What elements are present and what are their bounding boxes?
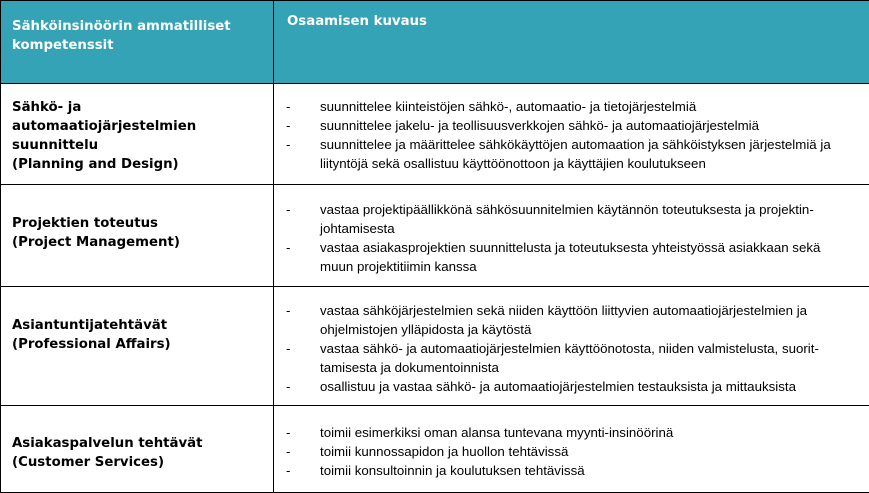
dash-bullet-icon: - — [286, 99, 291, 114]
competence-area-english: (Project Management) — [12, 234, 180, 250]
competence-area-cell — [1, 185, 274, 287]
dash-bullet-icon: - — [286, 378, 291, 394]
description-list — [274, 301, 869, 396]
dash-bullet-icon: - — [286, 424, 291, 440]
list-item-text: toimii kunnossapidon ja huollon tehtävissä — [320, 443, 569, 459]
list-item — [274, 200, 849, 238]
dash-bullet-icon: - — [286, 201, 291, 217]
list-item — [274, 423, 849, 442]
list-item — [274, 461, 849, 480]
dash-bullet-icon: - — [286, 118, 291, 133]
list-item — [274, 97, 849, 116]
list-item-text: vastaa asiakasprojektien suunnittelusta ja toteutuksesta yhteistyössä asiakkaan sekä muun projektitiimin kanssa — [320, 239, 821, 274]
list-item — [274, 377, 849, 396]
list-item-text: vastaa sähköjärjestelmien sekä niiden käyttöön liittyvien automaatiojärjestelmien ja ohjelmistojen ylläpidosta ja käytöstä — [320, 302, 808, 337]
dash-bullet-icon: - — [286, 443, 291, 459]
description-cell — [274, 84, 869, 185]
list-item-text: toimii esimerkiksi oman alansa tuntevana myynti-insinöörinä — [320, 424, 674, 440]
list-item — [274, 442, 849, 461]
table-row — [1, 406, 869, 493]
header-competences-label: Sähköinsinöörin ammatilliset kompetenssit — [12, 19, 231, 53]
list-item-text: osallistuu ja vastaa sähkö- ja automaatiojärjestelmien testauksista ja mittauksista — [320, 378, 796, 394]
list-item — [274, 238, 849, 276]
dash-bullet-icon: - — [286, 462, 291, 478]
competence-area-title: Sähkö- ja automaatiojärjestelmien suunnittelu — [12, 100, 197, 153]
competence-area-cell — [1, 406, 274, 493]
description-list — [274, 200, 869, 276]
competence-area-english: (Customer Services) — [12, 455, 165, 470]
list-item-text: toimii konsultoinnin ja koulutuksen tehtävissä — [320, 462, 585, 478]
competence-area-english: (Professional Affairs) — [12, 337, 171, 352]
list-item — [274, 301, 849, 339]
header-description — [274, 1, 869, 84]
description-cell — [274, 185, 869, 287]
list-item — [274, 339, 849, 377]
header-description-label: Osaamisen kuvaus — [287, 14, 427, 29]
dash-bullet-icon: - — [286, 137, 291, 152]
list-item — [274, 116, 849, 135]
list-item-text: vastaa sähkö- ja automaatiojärjestelmien käyttöönotosta, niiden valmistelusta, suorit-tamisesta ja dokumentoinnista — [320, 340, 819, 375]
table-row — [1, 185, 869, 287]
list-item-text: vastaa projektipäällikkönä sähkösuunnitelmien käytännön toteutuksesta ja projektin-johtamisesta — [320, 201, 814, 236]
list-item-text: suunnittelee jakelu- ja teollisuusverkkojen sähkö- ja automaatiojärjestelmiä — [320, 118, 760, 133]
table-header-row — [1, 1, 869, 84]
header-competences — [1, 1, 274, 84]
competence-area-cell — [1, 287, 274, 406]
competence-area-title: Asiantuntijatehtävät — [12, 318, 168, 333]
description-cell — [274, 287, 869, 406]
description-list — [274, 423, 869, 480]
list-item-text: suunnittelee ja määrittelee sähkökäyttöjen automaation ja sähköistyksen järjestelmiä ja liityntöjä sekä osallistuu käyttöönottoon ja käyttäjien koulutukseen — [320, 137, 831, 171]
dash-bullet-icon: - — [286, 340, 291, 356]
competence-area-title: Projektien toteutus — [12, 215, 158, 231]
dash-bullet-icon: - — [286, 239, 291, 255]
table-row — [1, 287, 869, 406]
dash-bullet-icon: - — [286, 302, 291, 318]
list-item — [274, 135, 849, 173]
description-list — [274, 97, 869, 173]
table-row — [1, 84, 869, 185]
competence-area-english: (Planning and Design) — [12, 157, 179, 172]
description-cell — [274, 406, 869, 493]
competence-area-title: Asiakaspalvelun tehtävät — [12, 436, 203, 451]
competence-area-cell — [1, 84, 274, 185]
list-item-text: suunnittelee kiinteistöjen sähkö-, automaatio- ja tietojärjestelmiä — [320, 99, 697, 114]
